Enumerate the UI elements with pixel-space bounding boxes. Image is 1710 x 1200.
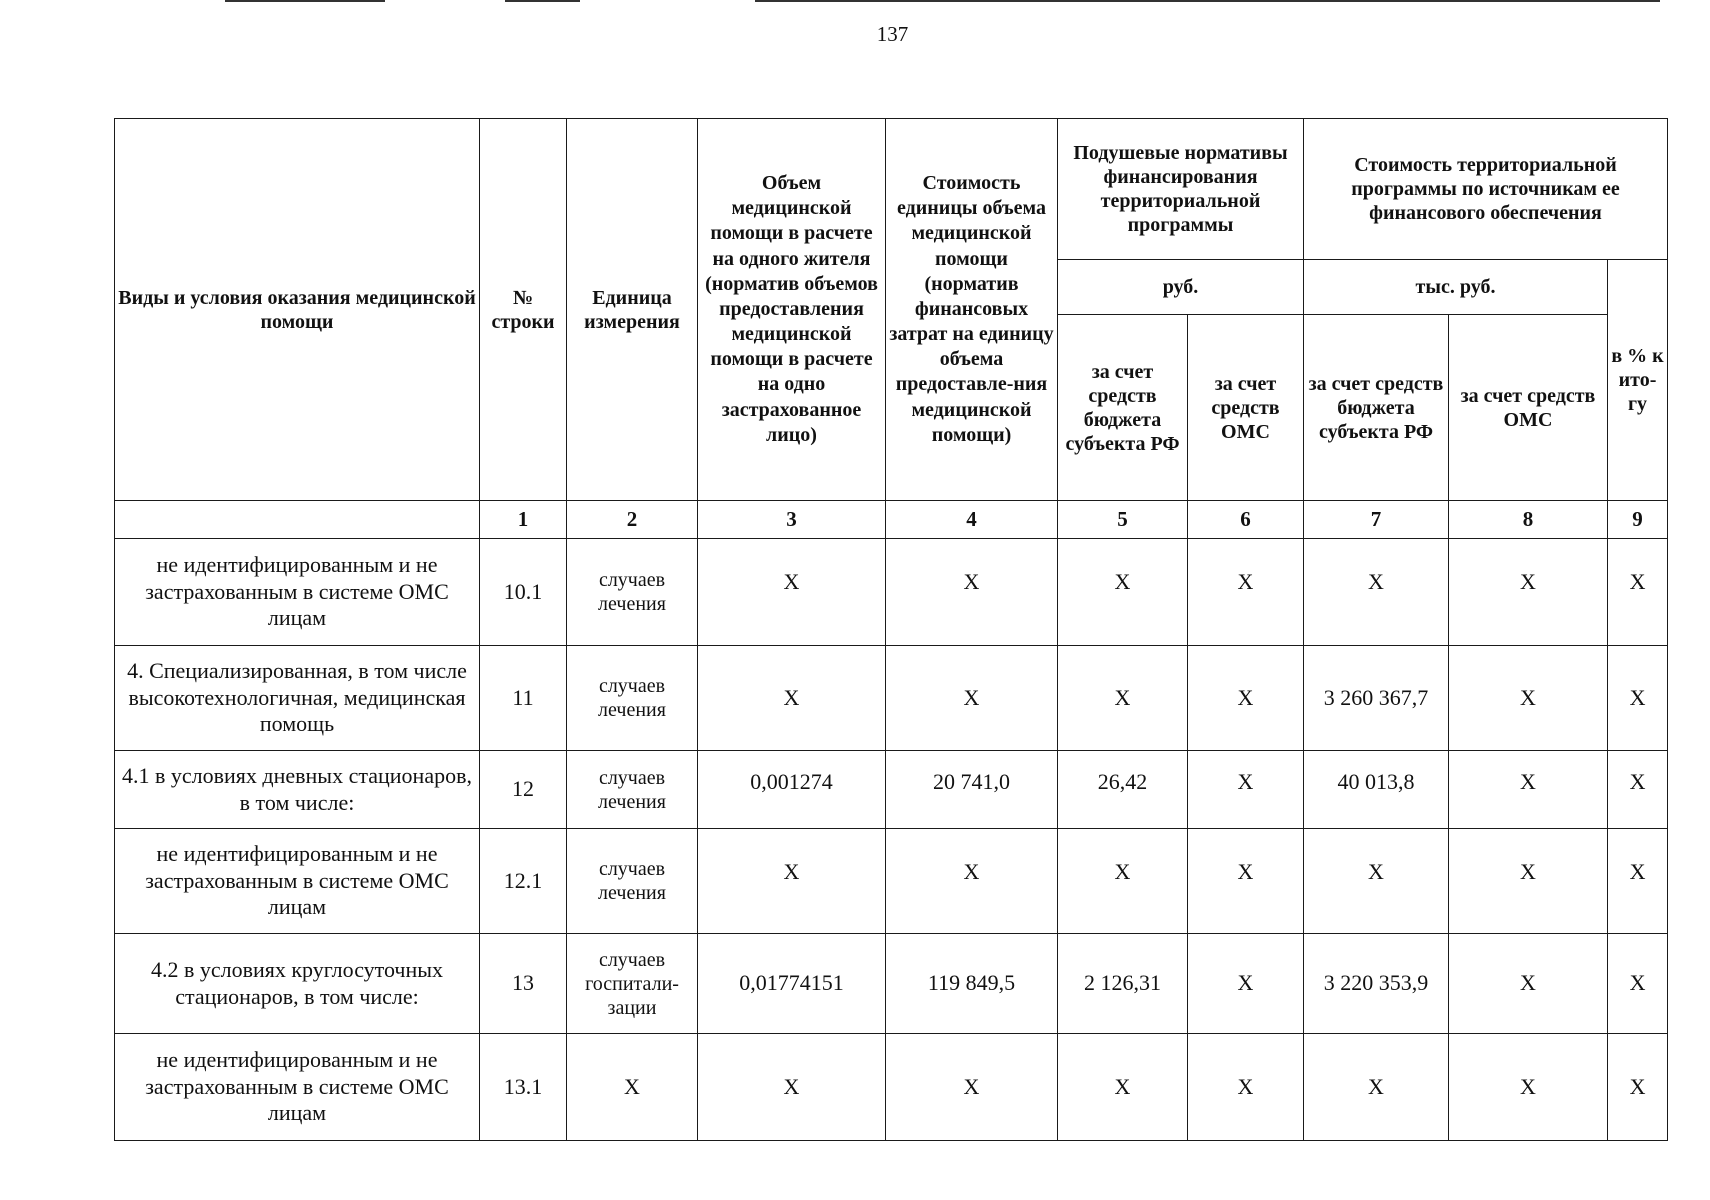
row-number: 12 [480,751,567,829]
row-total-budget: X [1304,539,1449,646]
row-total-budget: 3 220 353,9 [1304,934,1449,1034]
header-row-number: № строки [480,119,567,501]
row-per-capita-oms: X [1188,646,1304,751]
row-per-capita-budget: 26,42 [1058,751,1188,829]
column-number: 7 [1304,501,1449,539]
row-volume: 0,01774151 [698,934,886,1034]
column-number: 6 [1188,501,1304,539]
row-label: не идентифицированным и не застрахованным в системе ОМС лицам [115,1034,480,1141]
header-total-budget: за счет средств бюджета субъекта РФ [1304,315,1449,501]
top-rule-right [755,0,1660,2]
row-total-budget: X [1304,1034,1449,1141]
row-unit-cost: 20 741,0 [886,751,1058,829]
header-types-of-care: Виды и условия оказания медицинской помощи [115,119,480,501]
row-unit: случаев лечения [567,751,698,829]
header-sub-thousand-rub: тыс. руб. [1304,260,1608,315]
header-per-capita-group: Подушевые нормативы финансирования территориальной программы [1058,119,1304,260]
row-unit-cost: X [886,1034,1058,1141]
header-sub-rub: руб. [1058,260,1304,315]
row-volume: X [698,829,886,934]
row-per-capita-budget: X [1058,1034,1188,1141]
top-rule-left [225,0,385,2]
row-total-oms: X [1449,934,1608,1034]
top-rule-middle [505,0,580,2]
column-number: 1 [480,501,567,539]
row-percent: X [1608,646,1668,751]
page-number: 137 [876,22,909,46]
row-volume: X [698,1034,886,1141]
column-number: 5 [1058,501,1188,539]
row-per-capita-budget: X [1058,646,1188,751]
row-per-capita-oms: X [1188,829,1304,934]
row-percent: X [1608,829,1668,934]
row-number: 10.1 [480,539,567,646]
row-unit-cost: X [886,646,1058,751]
row-per-capita-oms: X [1188,1034,1304,1141]
header-per-capita-budget: за счет средств бюджета субъекта РФ [1058,315,1188,501]
row-unit: случаев лечения [567,646,698,751]
row-label: 4.1 в условиях дневных стационаров, в том числе: [115,751,480,829]
row-total-oms: X [1449,829,1608,934]
row-unit: случаев лечения [567,829,698,934]
row-unit-cost: X [886,539,1058,646]
header-total-cost-group: Стоимость территориальной программы по источникам ее финансового обеспечения [1304,119,1668,260]
column-number: 9 [1608,501,1668,539]
header-volume: Объем медицинской помощи в расчете на одного жителя (норматив объемов предоставления медицинской помощи в расчете на одно застрахованное лицо) [698,119,886,501]
row-percent: X [1608,1034,1668,1141]
header-unit: Единица измерения [567,119,698,501]
column-number-empty [115,501,480,539]
header-percent-of-total: в % к ито-гу [1608,260,1668,501]
row-number: 13 [480,934,567,1034]
row-per-capita-oms: X [1188,751,1304,829]
header-per-capita-oms: за счет средств ОМС [1188,315,1304,501]
row-per-capita-budget: 2 126,31 [1058,934,1188,1034]
row-unit-cost: X [886,829,1058,934]
column-number: 2 [567,501,698,539]
row-total-oms: X [1449,539,1608,646]
table-row [115,646,1668,751]
row-label: не идентифицированным и не застрахованным в системе ОМС лицам [115,829,480,934]
row-total-oms: X [1449,646,1608,751]
header-unit-cost: Стоимость единицы объема медицинской помощи (норматив финансовых затрат на единицу объема предоставле-ния медицинской помощи) [886,119,1058,501]
row-volume: X [698,646,886,751]
row-per-capita-budget: X [1058,829,1188,934]
table-row [115,934,1668,1034]
row-volume: 0,001274 [698,751,886,829]
row-percent: X [1608,934,1668,1034]
row-percent: X [1608,539,1668,646]
financing-table [114,118,1668,1141]
header-total-oms: за счет средств ОМС [1449,315,1608,501]
table-row [115,539,1668,646]
table-row [115,1034,1668,1141]
row-per-capita-oms: X [1188,934,1304,1034]
row-number: 11 [480,646,567,751]
row-total-oms: X [1449,1034,1608,1141]
row-unit-cost: 119 849,5 [886,934,1058,1034]
row-total-budget: 40 013,8 [1304,751,1449,829]
row-label: не идентифицированным и не застрахованным в системе ОМС лицам [115,539,480,646]
row-total-budget: X [1304,829,1449,934]
row-per-capita-oms: X [1188,539,1304,646]
row-per-capita-budget: X [1058,539,1188,646]
table-row [115,829,1668,934]
column-number: 8 [1449,501,1608,539]
row-unit: случаев госпитали-зации [567,934,698,1034]
table-row [115,751,1668,829]
row-label: 4. Специализированная, в том числе высокотехнологичная, медицинская помощь [115,646,480,751]
row-number: 13.1 [480,1034,567,1141]
row-label: 4.2 в условиях круглосуточных стационаров, в том числе: [115,934,480,1034]
column-number: 4 [886,501,1058,539]
row-number: 12.1 [480,829,567,934]
column-number: 3 [698,501,886,539]
row-total-oms: X [1449,751,1608,829]
row-unit: X [567,1034,698,1141]
row-total-budget: 3 260 367,7 [1304,646,1449,751]
row-unit: случаев лечения [567,539,698,646]
row-percent: X [1608,751,1668,829]
row-volume: X [698,539,886,646]
